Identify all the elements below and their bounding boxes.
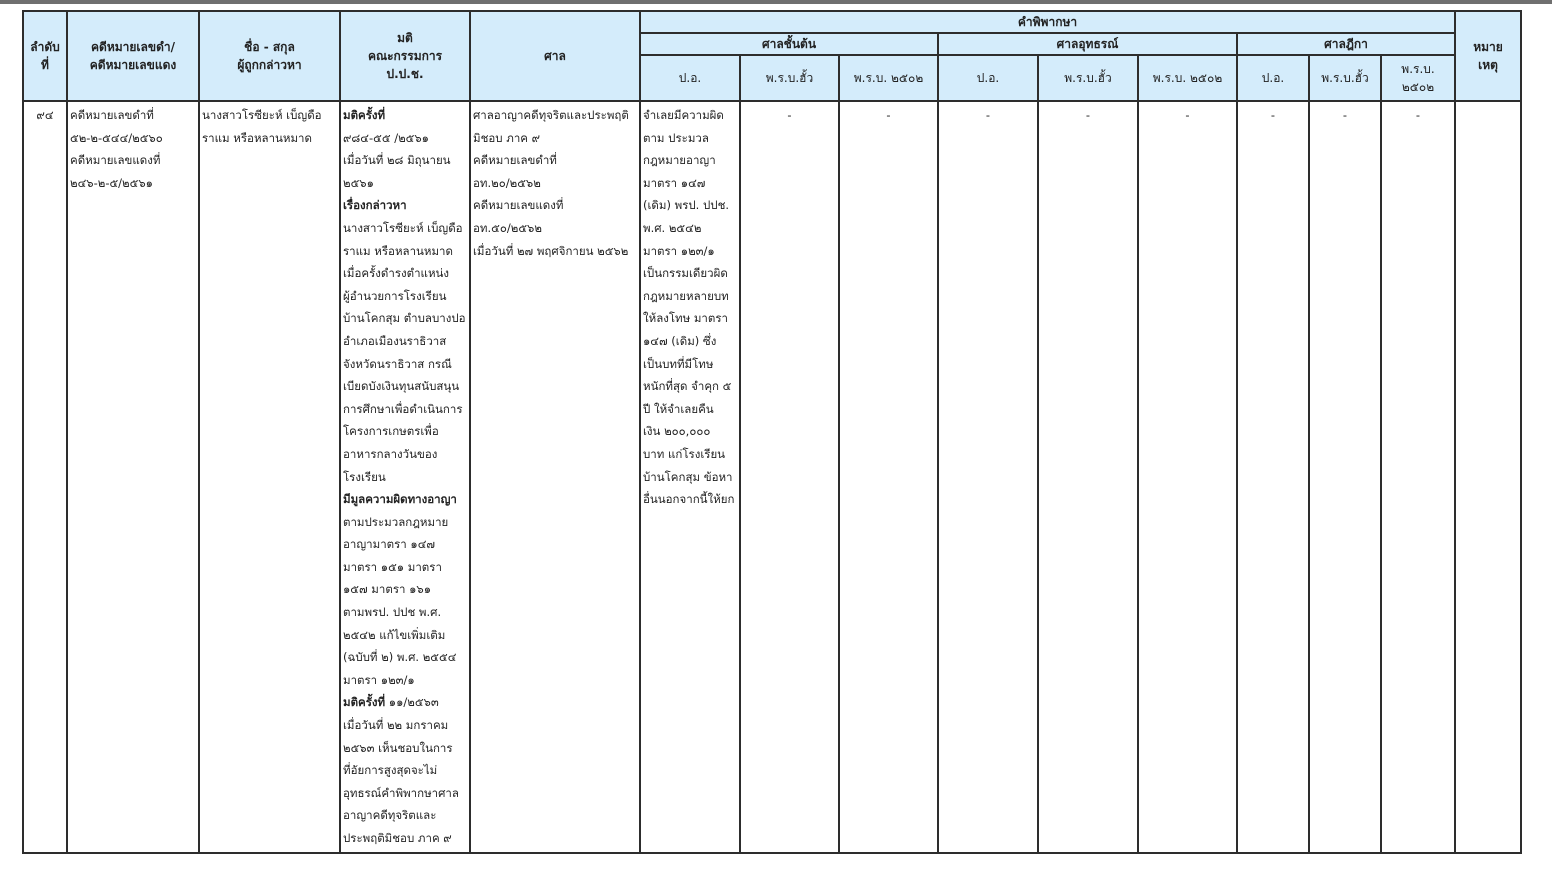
- table-row: [23, 101, 1521, 853]
- judgment-line: มาตรา ๑๒๓/๑: [643, 243, 715, 258]
- cell-first-court-prb2502: -: [839, 101, 938, 853]
- cell-supreme-prb: -: [1309, 101, 1381, 853]
- judgment-line: กฎหมายอาญา: [643, 153, 716, 168]
- header-resolution: มติ คณะกรรมการ ป.ป.ช.: [340, 11, 470, 101]
- resolution-line: ๙๘๔-๕๕ /๒๕๖๑: [343, 130, 429, 145]
- resolution-line: ตามประมวลกฎหมาย: [343, 514, 449, 529]
- cell-order: ๙๔: [23, 101, 67, 853]
- resolution-line: เบียดบังเงินทุนสนับสนุน: [343, 379, 460, 394]
- resolution-line: (ฉบับที่ ๒) พ.ศ. ๒๕๕๔: [343, 650, 457, 665]
- resolution-line: มาตรา ๑๕๑ มาตรา: [343, 559, 442, 574]
- resolution-line: อาญามาตรา ๑๔๗: [343, 537, 436, 552]
- cell-court: ศาลอาญาคดีทุจริตและประพฤติ มิชอบ ภาค ๙ คดีหมายเลขดำที่ อท.๒๐/๒๕๖๒ คดีหมายเลขแดงที่ อท.๕๐/๒๕๖๒ เมื่อวันที่ ๒๗ พฤศจิกายน ๒๕๖๒: [470, 101, 640, 853]
- resolution-line: ผู้อำนวยการโรงเรียน: [343, 288, 447, 303]
- judgment-line: เป็นกรรมเดียวผิด: [643, 266, 728, 281]
- header-supreme-court: ศาลฎีกา: [1237, 33, 1455, 55]
- header-remark: หมาย เหตุ: [1455, 11, 1521, 101]
- judgment-line: พ.ศ. ๒๕๔๒: [643, 220, 702, 235]
- header-accused-name: ชื่อ - สกุล ผู้ถูกกล่าวหา: [199, 11, 340, 101]
- resolution-line: ๒๕๔๒ แก้ไขเพิ่มเติม: [343, 627, 446, 642]
- resolution-line: โรงเรียน: [343, 469, 386, 484]
- resolution-line: อาหารกลางวันของ: [343, 446, 438, 461]
- resolution-line: เมื่อครั้งดำรงตำแหน่ง: [343, 266, 450, 281]
- resolution-line: บ้านโคกสุม ตำบลบางปอ: [343, 311, 466, 326]
- resolution-line: ราแม หรือหลานหมาด: [343, 243, 453, 258]
- cell-appeal-po: -: [938, 101, 1038, 853]
- header-appeal-po: ป.อ.: [938, 55, 1038, 101]
- header-court: ศาล: [470, 11, 640, 101]
- resolution-line: ๑๕๗ มาตรา ๑๖๑: [343, 582, 432, 597]
- header-first-court: ศาลชั้นต้น: [640, 33, 938, 55]
- window-top-bar: [0, 0, 1552, 4]
- resolution-line: นางสาวโรซียะห์ เบ็ญดือ: [343, 220, 463, 235]
- judgment-line: ให้ลงโทษ มาตรา: [643, 311, 728, 326]
- judgment-line: ๑๔๗ (เดิม) ซึ่ง: [643, 333, 717, 348]
- case-table: [22, 10, 1522, 854]
- resolution-line: อุทธรณ์คำพิพากษาศาล: [343, 785, 459, 800]
- cell-resolution: [340, 101, 470, 853]
- judgment-line: ตาม ประมวล: [643, 130, 709, 145]
- judgment-line: ปี ให้จำเลยคืน: [643, 401, 714, 416]
- header-order: ลำดับ ที่: [23, 11, 67, 101]
- document-page: [22, 10, 1522, 854]
- judgment-line: จำเลยมีความผิด: [643, 108, 724, 122]
- header-case-number: คดีหมายเลขดำ/ คดีหมายเลขแดง: [67, 11, 199, 101]
- judgment-line: อื่นนอกจากนี้ให้ยก: [643, 492, 735, 507]
- judgment-line: หนักที่สุด จำคุก ๕: [643, 379, 732, 394]
- header-supreme-prb2502: พ.ร.บ. ๒๕๐๒: [1381, 55, 1455, 101]
- judgment-line: บ้านโคกสุม ข้อหา: [643, 469, 733, 484]
- cell-supreme-prb2502: -: [1381, 101, 1455, 853]
- judgment-line: (เดิม) พรป. ปปช.: [643, 198, 730, 213]
- cell-appeal-prb: -: [1038, 101, 1138, 853]
- resolution-line: อำเภอเมืองนราธิวาส: [343, 333, 447, 348]
- resolution-line: เรื่องกล่าวหา: [343, 198, 407, 213]
- resolution-line: โครงการเกษตรเพื่อ: [343, 424, 439, 439]
- resolution-line: การศึกษาเพื่อดำเนินการ: [343, 401, 463, 416]
- header-first-po: ป.อ.: [640, 55, 740, 101]
- resolution-line: มาตรา ๑๒๓/๑: [343, 672, 415, 687]
- resolution-line: ๒๕๖๓ เห็นชอบในการ: [343, 740, 453, 755]
- header-appeal-court: ศาลอุทธรณ์: [938, 33, 1237, 55]
- resolution-line: เมื่อวันที่ ๒๒ มกราคม: [343, 718, 449, 733]
- cell-accused-name: นางสาวโรซียะห์ เบ็ญดือ ราแม หรือหลานหมาด: [199, 101, 340, 853]
- header-supreme-po: ป.อ.: [1237, 55, 1309, 101]
- header-supreme-prb: พ.ร.บ.ฮั้ว: [1309, 55, 1381, 101]
- header-first-prb: พ.ร.บ.ฮั้ว: [740, 55, 839, 101]
- cell-case-number: คดีหมายเลขดำที่ ๕๒-๒-๕๔๔/๒๕๖๐ คดีหมายเลขแดงที่ ๒๔๖-๒-๕/๒๕๖๑: [67, 101, 199, 853]
- resolution-line: ๒๕๖๑: [343, 175, 374, 190]
- resolution-line: มติครั้งที่ ๑๑/๒๕๖๓: [343, 695, 439, 710]
- cell-appeal-prb2502: -: [1138, 101, 1237, 853]
- resolution-line: ประพฤติมิชอบ ภาค ๙: [343, 831, 452, 845]
- cell-first-court-po: [640, 101, 740, 853]
- header-appeal-prb: พ.ร.บ.ฮั้ว: [1038, 55, 1138, 101]
- header-first-prb2502: พ.ร.บ. ๒๕๐๒: [839, 55, 938, 101]
- resolution-line: ตามพรป. ปปช พ.ศ.: [343, 605, 442, 620]
- resolution-line: ที่อัยการสูงสุดจะไม่: [343, 763, 438, 778]
- cell-supreme-po: -: [1237, 101, 1309, 853]
- resolution-line: จังหวัดนราธิวาส กรณี: [343, 356, 452, 371]
- resolution-line: เมื่อวันที่ ๒๘ มิถุนายน: [343, 153, 451, 168]
- cell-first-court-prb: -: [740, 101, 839, 853]
- judgment-line: กฎหมายหลายบท: [643, 288, 729, 303]
- judgment-line: เป็นบทที่มีโทษ: [643, 356, 714, 371]
- cell-remark: [1455, 101, 1521, 853]
- header-appeal-prb2502: พ.ร.บ. ๒๕๐๒: [1138, 55, 1237, 101]
- judgment-line: เงิน ๒๐๐,๐๐๐: [643, 424, 711, 439]
- resolution-line: มีมูลความผิดทางอาญา: [343, 492, 457, 507]
- judgment-line: มาตรา ๑๔๗: [643, 175, 706, 190]
- resolution-line: มติครั้งที่: [343, 108, 386, 122]
- resolution-line: อาญาคดีทุจริตและ: [343, 808, 437, 823]
- judgment-line: บาท แก่โรงเรียน: [643, 446, 726, 461]
- header-judgment: คำพิพากษา: [640, 11, 1455, 33]
